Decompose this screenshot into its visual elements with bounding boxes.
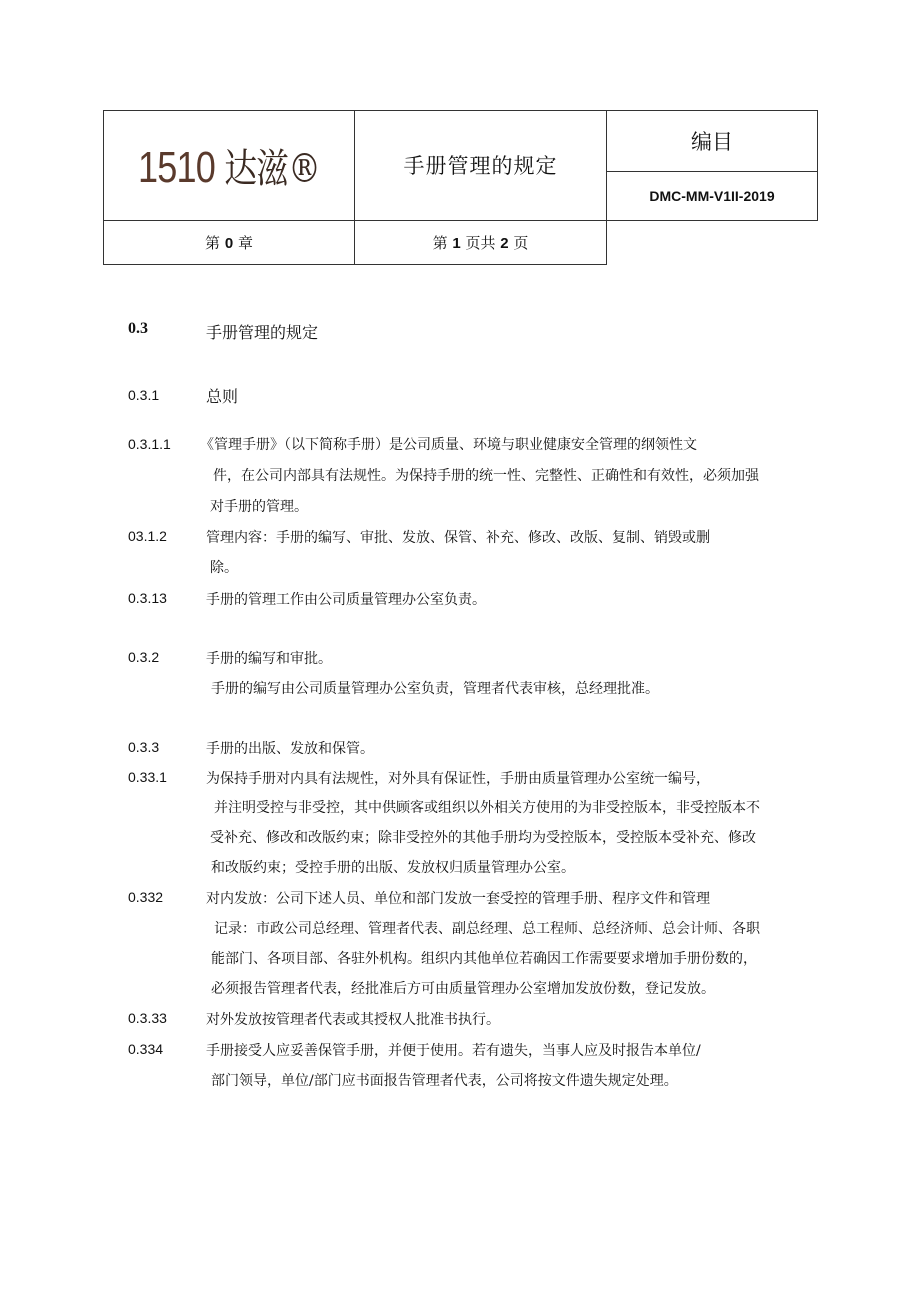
document-header-table: [103, 110, 818, 265]
page-info-cell: 第 1 页共 2 页: [355, 220, 607, 264]
item-text-line: 对外发放按管理者代表或其授权人批准书执行。: [206, 1012, 500, 1028]
item-text-line: 手册的编写和审批。: [206, 651, 332, 667]
item-text-line: 必须报告管理者代表，经批准后方可由质量管理办公室增加发放份数，登记发放。: [211, 981, 715, 997]
item-text-line: 手册的出版、发放和保管。: [206, 741, 374, 757]
item-text-line: 《管理手册》（以下简称手册）是公司质量、环境与职业健康安全管理的纲领性文: [200, 437, 697, 453]
item-number: 0.3.13: [128, 590, 167, 606]
item-text-line: 件，在公司内部具有法规性。为保持手册的统一性、完整性、正确性和有效性，必须加强: [213, 468, 759, 484]
chapter-cell: 第 0 章: [104, 220, 355, 264]
item-text-line: 部门领导，单位/部门应书面报告管理者代表，公司将按文件遗失规定处理。: [211, 1073, 678, 1089]
section-title: 手册管理的规定: [206, 323, 319, 342]
document-title: 手册管理的规定: [355, 111, 607, 221]
item-text-line: 手册的编写由公司质量管理办公室负责，管理者代表审核，总经理批准。: [211, 681, 659, 697]
section-number: 0.3: [128, 320, 148, 337]
item-text-line: 除。: [210, 560, 238, 576]
item-text-line: 为保持手册对内具有法规性，对外具有保证性，手册由质量管理办公室统一编号，: [206, 771, 710, 787]
item-text-line: 管理内容：手册的编写、审批、发放、保管、补充、修改、改版、复制、销毁或删: [206, 530, 710, 546]
item-number: 03.1.2: [128, 528, 167, 544]
item-number: 0.334: [128, 1041, 164, 1057]
logo-cell: [104, 111, 355, 221]
item-number: 0.332: [128, 889, 164, 905]
item-number: 0.33.1: [128, 769, 167, 785]
item-text-line: 对内发放：公司下述人员、单位和部门发放一套受控的管理手册、程序文件和管理: [206, 891, 710, 907]
item-text-line: 对手册的管理。: [210, 499, 308, 515]
item-title: 总则: [206, 387, 239, 406]
item-number: 0.3.2: [128, 649, 160, 665]
item-number: 0.3.33: [128, 1010, 167, 1026]
item-text-line: 记录：市政公司总经理、管理者代表、副总经理、总工程师、总经济师、总会计师、各职: [214, 921, 760, 937]
item-number: 0.3.1: [128, 387, 160, 403]
item-text-line: 并注明受控与非受控，其中供顾客或组织以外相关方使用的为非受控版本，非受控版本不: [214, 800, 760, 816]
item-text-line: 手册接受人应妥善保管手册，并便于使用。若有遗失，当事人应及时报告本单位/: [206, 1043, 701, 1059]
item-text-line: 手册的管理工作由公司质量管理办公室负责。: [206, 592, 486, 608]
catalog-label: 编目: [607, 111, 818, 172]
company-logo: 1510 达滋®: [137, 142, 321, 192]
item-text-line: 和改版约束；受控手册的出版、发放权归质量管理办公室。: [211, 860, 575, 876]
item-text-line: 受补充、修改和改版约束；除非受控外的其他手册均为受控版本，受控版本受补充、修改: [210, 830, 756, 846]
item-number: 0.3.3: [128, 739, 160, 755]
item-number: 0.3.1.1: [128, 436, 171, 452]
item-text-line: 能部门、各项目部、各驻外机构。组织内其他单位若确因工作需要要求增加手册份数的，: [211, 951, 757, 967]
document-code: DMC-MM-V1II-2019: [607, 172, 818, 220]
